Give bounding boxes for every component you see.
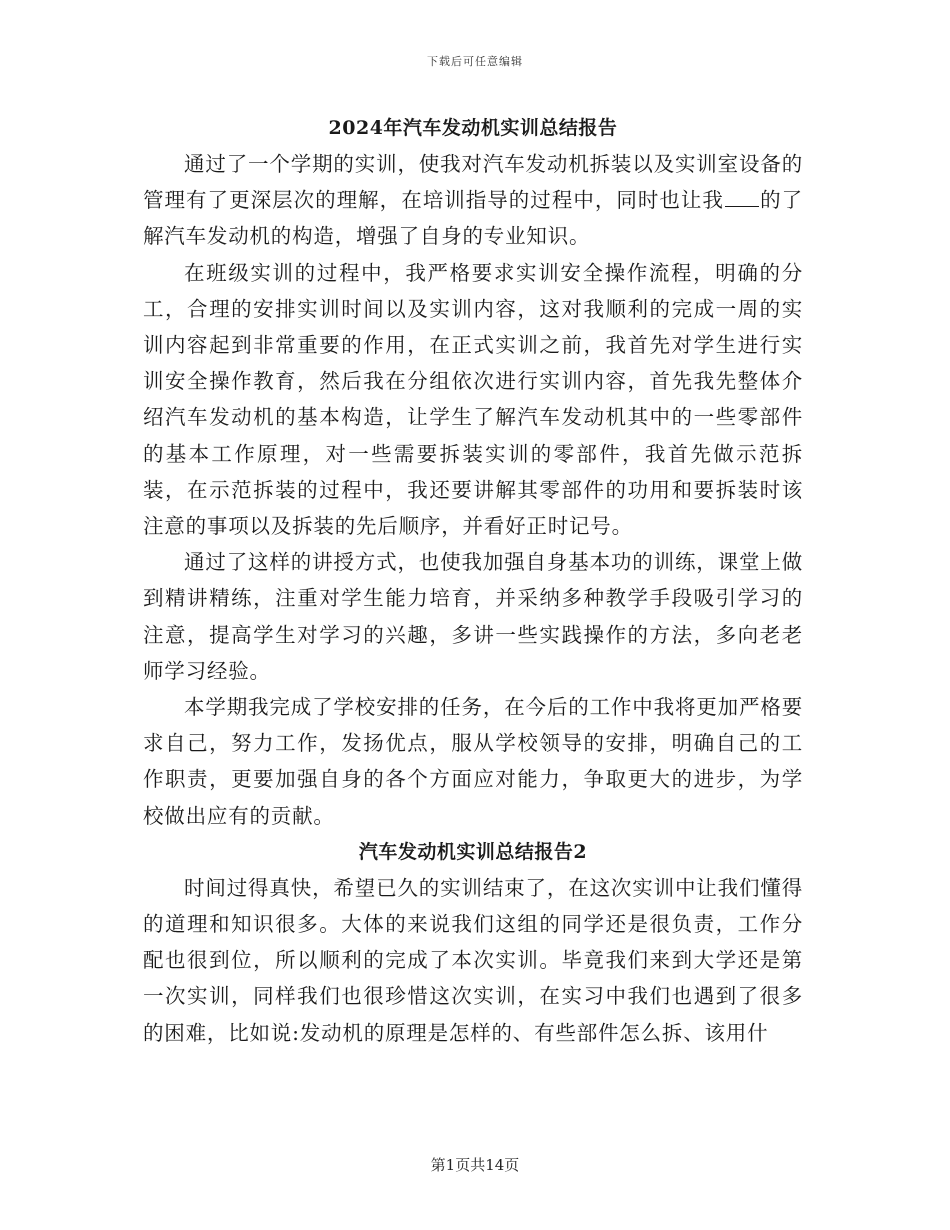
page-footer: 第1页共14页 xyxy=(430,1156,520,1174)
paragraph-3: 通过了这样的讲授方式，也使我加强自身基本功的训练，课堂上做到精讲精练，注重对学生能力培育，并采纳多种教学手段吸引学习的注意，提高学生对学习的兴趣，多讲一些实践操作的方法，多向老老师学习经验。 xyxy=(143,550,803,683)
paragraph-2: 在班级实训的过程中，我严格要求实训安全操作流程，明确的分工，合理的安排实训时间以及实训内容，这对我顺利的完成一周的实训内容起到非常重要的作用，在正式实训之前，我首先对学生进行实训安全操作教育，然后我在分组依次进行实训内容，首先我先整体介绍汽车发动机的基本构造，让学生了解汽车发动机其中的一些零部件的基本工作原理，对一些需要拆装实训的零部件，我首先做示范拆装，在示范拆装的过程中，我还要讲解其零部件的功用和要拆装时该注意的事项以及拆装的先后顺序，并看好正时记号。 xyxy=(143,260,803,539)
paragraph-1-text-a: 通过了一个学期的实训，使我对汽车发动机拆装以及实训室设备的管理有了更深层次的理解，在培训指导的过程中，同时也让我 xyxy=(143,152,803,213)
paragraph-4: 本学期我完成了学校安排的任务，在今后的工作中我将更加严格要求自己，努力工作，发扬优点，服从学校领导的安排，明确自己的工作职责，更要加强自身的各个方面应对能力，争取更大的进步，为学校做出应有的贡献。 xyxy=(143,695,803,828)
section-title-2: 汽车发动机实训总结报告2 xyxy=(358,840,588,863)
fill-in-blank xyxy=(725,190,759,207)
header-note: 下载后可任意编辑 xyxy=(427,55,523,68)
paragraph-1-text-b: 的了解汽车发动机的构造，增强了自身的专业知识。 xyxy=(143,188,803,249)
paragraph-1 xyxy=(143,146,803,255)
paragraph-5: 时间过得真快，希望已久的实训结束了，在这次实训中让我们懂得的道理和知识很多。大体的来说我们这组的同学还是很负责，工作分配也很到位，所以顺利的完成了本次实训。毕竟我们来到大学还是第一次实训，同样我们也很珍惜这次实训，在实习中我们也遇到了很多的困难，比如说:发动机的原理是怎样的、有些部件怎么拆、该用什 xyxy=(143,875,803,1045)
document-body xyxy=(143,110,803,1051)
section-title-1: 2024年汽车发动机实训总结报告 xyxy=(328,117,618,139)
